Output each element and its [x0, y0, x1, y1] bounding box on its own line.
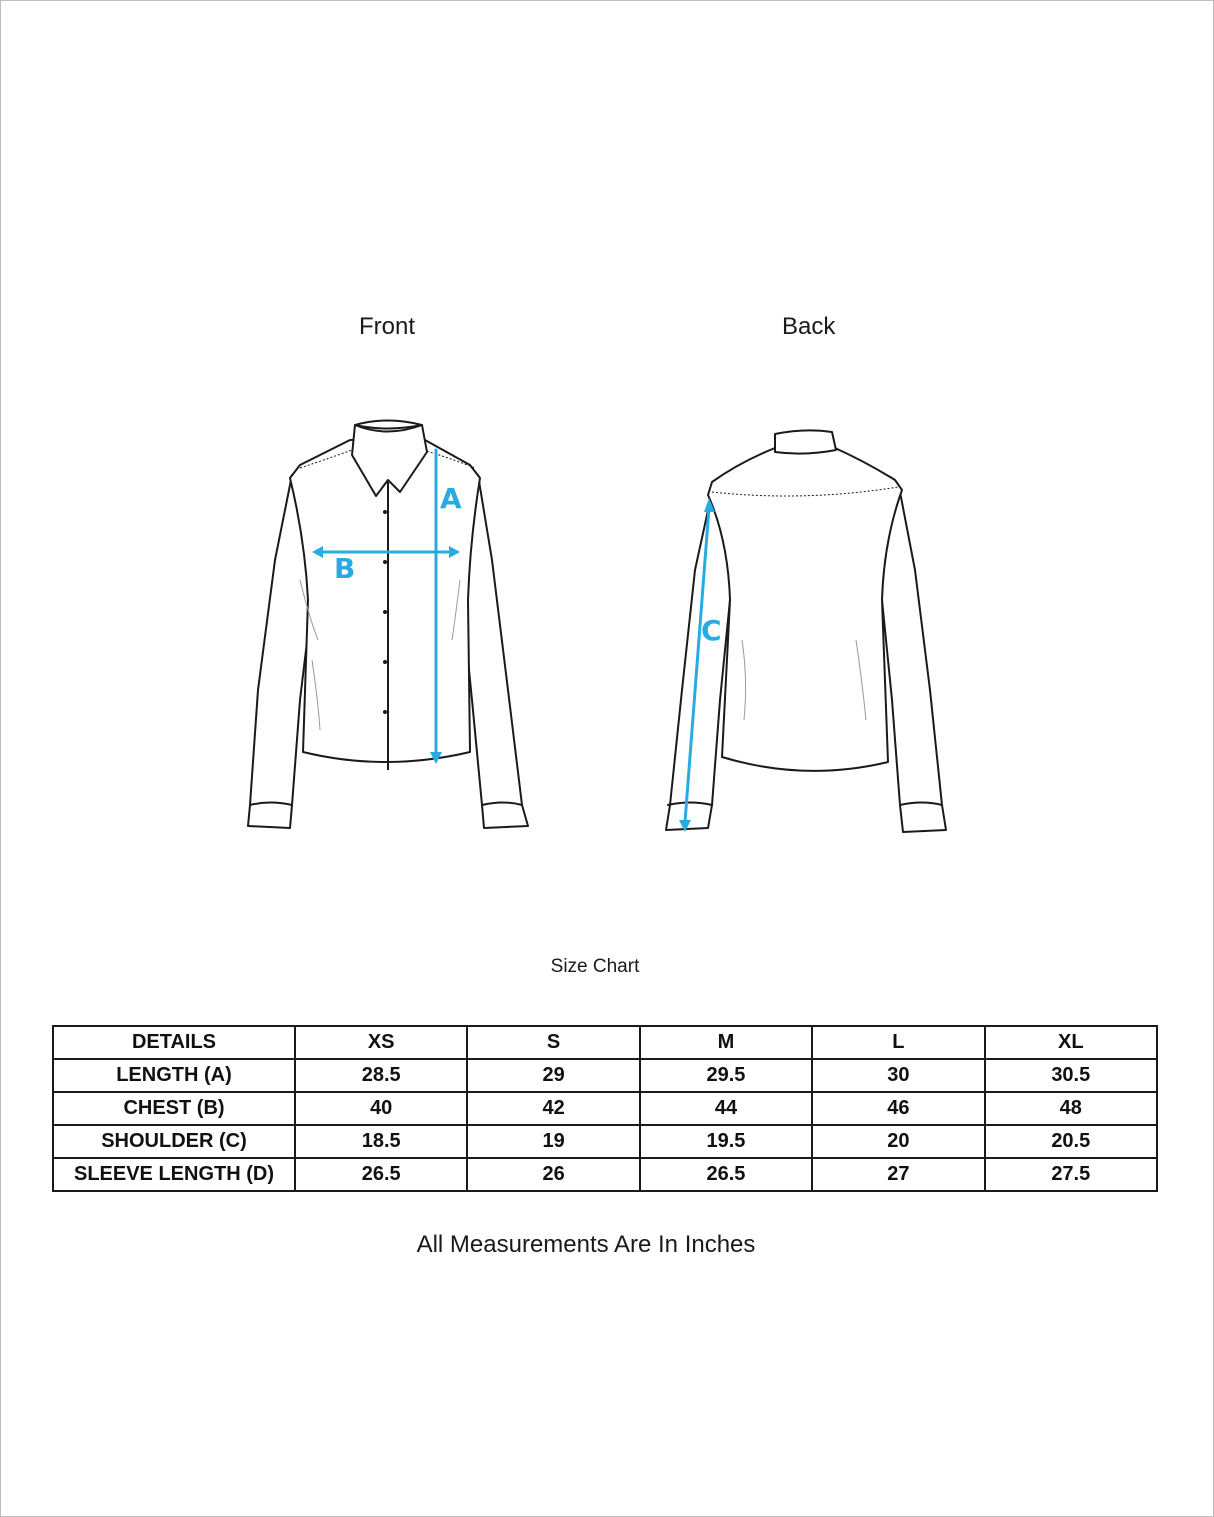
table-cell: 44: [640, 1092, 812, 1125]
table-cell: 27: [812, 1158, 984, 1191]
table-row: [53, 1059, 1157, 1092]
table-cell: 19.5: [640, 1125, 812, 1158]
table-cell: 20.5: [985, 1125, 1157, 1158]
table-cell: 26: [467, 1158, 639, 1191]
table-cell: SHOULDER (C): [53, 1125, 295, 1158]
table-cell: SLEEVE LENGTH (D): [53, 1158, 295, 1191]
size-chart-title: Size Chart: [550, 956, 640, 977]
table-cell: 26.5: [295, 1158, 467, 1191]
table-cell: 29.5: [640, 1059, 812, 1092]
measure-letter-b: B: [334, 552, 356, 585]
table-cell: 48: [985, 1092, 1157, 1125]
measurement-units-note: All Measurements Are In Inches: [416, 1231, 756, 1258]
table-header-cell: M: [640, 1026, 812, 1059]
table-cell: 30: [812, 1059, 984, 1092]
table-cell: 28.5: [295, 1059, 467, 1092]
table-cell: 18.5: [295, 1125, 467, 1158]
back-shirt-illustration: [660, 425, 955, 840]
table-row: [53, 1125, 1157, 1158]
front-shirt-illustration: [240, 418, 540, 838]
table-cell: LENGTH (A): [53, 1059, 295, 1092]
table-cell: 30.5: [985, 1059, 1157, 1092]
table-cell: 29: [467, 1059, 639, 1092]
table-cell: 20: [812, 1125, 984, 1158]
front-view-label: Front: [359, 313, 416, 340]
table-header-cell: XS: [295, 1026, 467, 1059]
table-header-row: [53, 1026, 1157, 1059]
table-cell: CHEST (B): [53, 1092, 295, 1125]
measure-letter-a: A: [440, 482, 462, 515]
back-body: [708, 448, 902, 771]
table-cell: 46: [812, 1092, 984, 1125]
table-header-cell: XL: [985, 1026, 1157, 1059]
table-cell: 19: [467, 1125, 639, 1158]
size-chart-table: [52, 1025, 1158, 1192]
table-cell: 42: [467, 1092, 639, 1125]
table-cell: 26.5: [640, 1158, 812, 1191]
table-header-cell: L: [812, 1026, 984, 1059]
measure-letter-c: C: [701, 614, 722, 647]
table-cell: 27.5: [985, 1158, 1157, 1191]
table-cell: 40: [295, 1092, 467, 1125]
table-row: [53, 1092, 1157, 1125]
back-view-label: Back: [782, 313, 836, 340]
table-row: [53, 1158, 1157, 1191]
table-header-cell: DETAILS: [53, 1026, 295, 1059]
back-collar: [775, 430, 836, 453]
table-header-cell: S: [467, 1026, 639, 1059]
